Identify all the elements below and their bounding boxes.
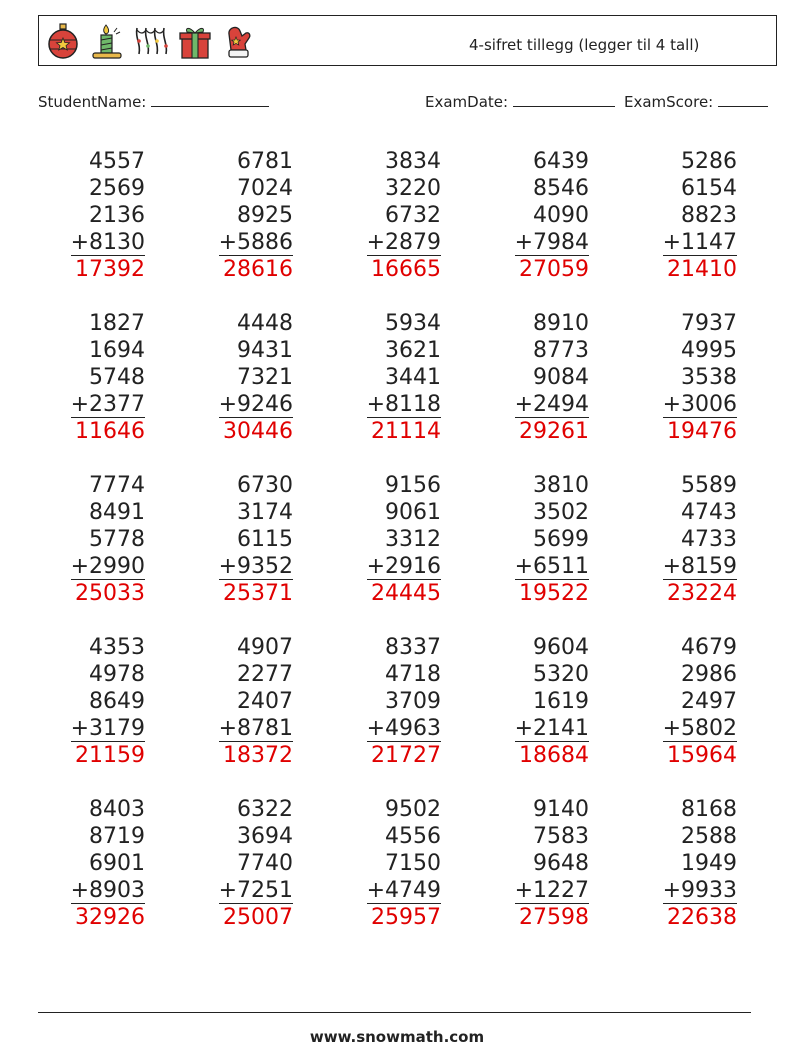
addend: 1949 (681, 851, 737, 876)
last-addend: +3179 (70, 716, 145, 741)
last-addend-row (627, 391, 737, 418)
addition-problem (627, 634, 737, 769)
addend: 5286 (681, 149, 737, 174)
addend: 6730 (237, 473, 293, 498)
addend: 4557 (89, 149, 145, 174)
answer: 29261 (519, 419, 589, 444)
addend: 4907 (237, 635, 293, 660)
addition-problem (627, 472, 737, 607)
addition-problem (183, 472, 293, 607)
addend: 2497 (681, 689, 737, 714)
last-addend: +7251 (218, 878, 293, 903)
last-addend-row (35, 229, 145, 256)
last-addend-row (35, 391, 145, 418)
addend: 9648 (533, 851, 589, 876)
last-addend-row (183, 553, 293, 580)
addend: 2277 (237, 662, 293, 687)
exam-date-label: ExamDate: (425, 93, 509, 111)
footer-divider (38, 1012, 751, 1013)
addend: 7774 (89, 473, 145, 498)
addition-problem (183, 310, 293, 445)
answer: 18684 (519, 743, 589, 768)
answer: 25957 (371, 905, 441, 930)
addition-problem (479, 472, 589, 607)
student-name-field (38, 92, 269, 111)
addition-problem (331, 634, 441, 769)
addend: 3538 (681, 365, 737, 390)
addend: 5320 (533, 662, 589, 687)
addend: 7024 (237, 176, 293, 201)
addition-problem (627, 796, 737, 931)
addend: 8649 (89, 689, 145, 714)
last-addend-row (627, 553, 737, 580)
last-addend: +7984 (514, 230, 589, 255)
last-addend-row (627, 877, 737, 904)
addend: 3810 (533, 473, 589, 498)
exam-score-blank (718, 92, 768, 107)
answer: 21727 (371, 743, 441, 768)
answer: 28616 (223, 257, 293, 282)
addend: 4679 (681, 635, 737, 660)
addend: 2136 (89, 203, 145, 228)
addend: 2569 (89, 176, 145, 201)
student-name-blank (151, 92, 269, 107)
exam-date-field (425, 92, 615, 111)
addend: 8925 (237, 203, 293, 228)
last-addend-row (331, 553, 441, 580)
addend: 8546 (533, 176, 589, 201)
last-addend: +5802 (662, 716, 737, 741)
last-addend: +9352 (218, 554, 293, 579)
garland-icon (133, 22, 169, 60)
last-addend-row (183, 391, 293, 418)
last-addend: +4963 (366, 716, 441, 741)
addition-problem (183, 148, 293, 283)
addend: 6732 (385, 203, 441, 228)
addend: 6154 (681, 176, 737, 201)
exam-score-field (624, 92, 768, 111)
answer: 23224 (667, 581, 737, 606)
last-addend: +5886 (218, 230, 293, 255)
addition-problem (479, 310, 589, 445)
addend: 8823 (681, 203, 737, 228)
last-addend-row (331, 229, 441, 256)
addend: 9140 (533, 797, 589, 822)
addend: 3834 (385, 149, 441, 174)
addition-problem (627, 148, 737, 283)
addend: 3502 (533, 500, 589, 525)
last-addend: +8130 (70, 230, 145, 255)
addend: 9156 (385, 473, 441, 498)
addend: 6901 (89, 851, 145, 876)
addend: 5934 (385, 311, 441, 336)
last-addend-row (479, 553, 589, 580)
addend: 3441 (385, 365, 441, 390)
addend: 1619 (533, 689, 589, 714)
last-addend: +2494 (514, 392, 589, 417)
candle-icon (89, 22, 125, 60)
addend: 2588 (681, 824, 737, 849)
answer: 25033 (75, 581, 145, 606)
addend: 4448 (237, 311, 293, 336)
gift-icon (177, 22, 213, 60)
last-addend-row (183, 715, 293, 742)
addend: 4743 (681, 500, 737, 525)
exam-date-blank (513, 92, 615, 107)
last-addend: +2879 (366, 230, 441, 255)
worksheet-header (38, 15, 777, 66)
last-addend: +9933 (662, 878, 737, 903)
addend: 8337 (385, 635, 441, 660)
last-addend-row (479, 391, 589, 418)
last-addend-row (35, 715, 145, 742)
last-addend: +9246 (218, 392, 293, 417)
addend: 4733 (681, 527, 737, 552)
addend: 8403 (89, 797, 145, 822)
addend: 2407 (237, 689, 293, 714)
worksheet-title: 4-sifret tillegg (legger til 4 tall) (469, 36, 700, 54)
answer: 17392 (75, 257, 145, 282)
addend: 6322 (237, 797, 293, 822)
addend: 5778 (89, 527, 145, 552)
addition-problem (479, 796, 589, 931)
addend: 7740 (237, 851, 293, 876)
addend: 8719 (89, 824, 145, 849)
last-addend-row (479, 715, 589, 742)
last-addend-row (331, 877, 441, 904)
last-addend-row (627, 229, 737, 256)
addend: 6781 (237, 149, 293, 174)
last-addend: +6511 (514, 554, 589, 579)
last-addend: +1227 (514, 878, 589, 903)
addend: 9431 (237, 338, 293, 363)
addend: 3694 (237, 824, 293, 849)
addend: 4353 (89, 635, 145, 660)
student-name-label: StudentName: (38, 93, 147, 111)
answer: 19476 (667, 419, 737, 444)
addend: 1694 (89, 338, 145, 363)
addition-problem (35, 310, 145, 445)
last-addend: +2377 (70, 392, 145, 417)
last-addend: +2990 (70, 554, 145, 579)
addend: 9604 (533, 635, 589, 660)
addition-problem (183, 796, 293, 931)
last-addend-row (479, 877, 589, 904)
addend: 8773 (533, 338, 589, 363)
addition-problem (35, 634, 145, 769)
last-addend: +8903 (70, 878, 145, 903)
addend: 9502 (385, 797, 441, 822)
addend: 8168 (681, 797, 737, 822)
last-addend-row (479, 229, 589, 256)
answer: 21114 (371, 419, 441, 444)
addend: 7583 (533, 824, 589, 849)
addend: 6115 (237, 527, 293, 552)
addend: 7321 (237, 365, 293, 390)
addend: 3709 (385, 689, 441, 714)
answer: 16665 (371, 257, 441, 282)
addend: 5748 (89, 365, 145, 390)
addend: 8910 (533, 311, 589, 336)
addend: 3621 (385, 338, 441, 363)
addend: 4718 (385, 662, 441, 687)
answer: 22638 (667, 905, 737, 930)
addend: 3174 (237, 500, 293, 525)
ornament-icon (45, 22, 81, 60)
answer: 21410 (667, 257, 737, 282)
addition-problem (331, 472, 441, 607)
answer: 15964 (667, 743, 737, 768)
last-addend-row (183, 229, 293, 256)
addend: 7150 (385, 851, 441, 876)
addend: 7937 (681, 311, 737, 336)
last-addend-row (35, 877, 145, 904)
addition-problem (331, 310, 441, 445)
answer: 25007 (223, 905, 293, 930)
answer: 11646 (75, 419, 145, 444)
last-addend: +2916 (366, 554, 441, 579)
addition-problem (331, 796, 441, 931)
footer-site: www.snowmath.com (309, 1028, 485, 1046)
last-addend: +4749 (366, 878, 441, 903)
addition-problem (479, 634, 589, 769)
exam-score-label: ExamScore: (624, 93, 714, 111)
addition-problem (479, 148, 589, 283)
addend: 4090 (533, 203, 589, 228)
addend: 2986 (681, 662, 737, 687)
mitten-icon (221, 22, 257, 60)
addition-problem (35, 472, 145, 607)
addend: 3220 (385, 176, 441, 201)
answer: 19522 (519, 581, 589, 606)
addition-problem (331, 148, 441, 283)
addend: 6439 (533, 149, 589, 174)
last-addend: +1147 (662, 230, 737, 255)
addition-problem (35, 148, 145, 283)
addend: 3312 (385, 527, 441, 552)
addition-problem (35, 796, 145, 931)
answer: 24445 (371, 581, 441, 606)
addend: 9061 (385, 500, 441, 525)
last-addend: +8118 (366, 392, 441, 417)
answer: 32926 (75, 905, 145, 930)
last-addend-row (627, 715, 737, 742)
addend: 9084 (533, 365, 589, 390)
addend: 1827 (89, 311, 145, 336)
last-addend: +8781 (218, 716, 293, 741)
addend: 5699 (533, 527, 589, 552)
addend: 4978 (89, 662, 145, 687)
answer: 18372 (223, 743, 293, 768)
answer: 27059 (519, 257, 589, 282)
answer: 25371 (223, 581, 293, 606)
answer: 21159 (75, 743, 145, 768)
last-addend: +8159 (662, 554, 737, 579)
answer: 30446 (223, 419, 293, 444)
last-addend-row (35, 553, 145, 580)
addend: 4995 (681, 338, 737, 363)
answer: 27598 (519, 905, 589, 930)
last-addend: +3006 (662, 392, 737, 417)
addend: 4556 (385, 824, 441, 849)
last-addend-row (331, 715, 441, 742)
last-addend-row (331, 391, 441, 418)
addition-problem (627, 310, 737, 445)
addend: 8491 (89, 500, 145, 525)
addition-problem (183, 634, 293, 769)
last-addend: +2141 (514, 716, 589, 741)
header-icons (45, 22, 257, 62)
last-addend-row (183, 877, 293, 904)
addend: 5589 (681, 473, 737, 498)
